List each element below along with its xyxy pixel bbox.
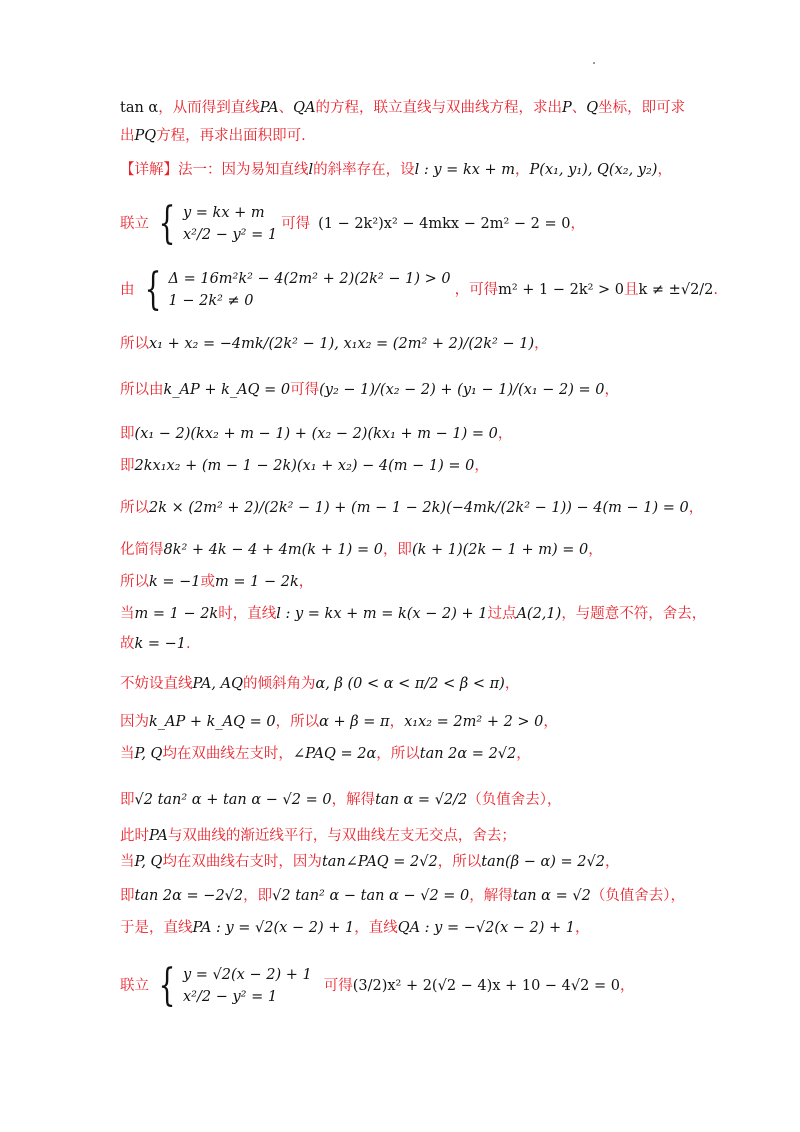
text: 当 <box>120 746 135 762</box>
math: 2kx₁x₂ + (m − 1 − 2k)(x₁ + x₂) − 4(m − 1) = 0 <box>134 458 475 474</box>
text: ， <box>497 426 513 442</box>
math: m = 1 − 2k <box>134 606 219 622</box>
math: l <box>308 162 314 178</box>
text: ，可得 <box>454 282 499 298</box>
text: ， <box>619 978 635 994</box>
text: 化简得 <box>120 542 164 558</box>
line-6 <box>120 334 760 354</box>
math: PA : y = √2(x − 2) + 1 <box>192 920 355 936</box>
line-1 <box>120 98 760 118</box>
text: 、 <box>571 100 587 116</box>
text: ， <box>543 714 558 730</box>
corner-dot <box>593 62 595 64</box>
text: 所以 <box>120 500 149 516</box>
text: ，即 <box>382 542 412 558</box>
text: ， <box>389 714 405 730</box>
system-row: y = √2(x − 2) + 1 <box>183 967 312 983</box>
math: PA, AQ <box>192 676 243 692</box>
text: 所以 <box>120 574 149 590</box>
text: 可得 <box>323 978 353 994</box>
math: Q <box>586 100 599 116</box>
text: 当 <box>120 606 135 622</box>
text: 所以 <box>120 336 149 352</box>
text: 【详解】法一：因为易知直线 <box>120 162 309 178</box>
text: 的斜率存在，设 <box>313 162 415 178</box>
math: α + β = π <box>319 714 390 730</box>
text: . <box>186 636 191 652</box>
line-14 <box>120 634 760 654</box>
math: k_AP + k_AQ = 0 <box>163 382 291 398</box>
text: ， <box>515 162 530 178</box>
math: (x₁ − 2)(kx₂ + m − 1) + (x₂ − 2)(kx₁ + m − 1) = 0 <box>134 426 498 442</box>
system-row: 1 − 2k² ≠ 0 <box>168 293 254 309</box>
line-11 <box>120 540 760 560</box>
math: l : y = kx + m = k(x − 2) + 1 <box>276 606 488 622</box>
text: ， <box>504 676 520 692</box>
math: (3/2)x² + 2(√2 − 4)x + 10 − 4√2 = 0 <box>352 978 620 994</box>
math: PA <box>259 100 279 116</box>
text: ， <box>604 382 619 398</box>
text: ， <box>298 574 314 590</box>
text: 均在双曲线左支时， <box>162 746 293 762</box>
text: ， <box>534 336 549 352</box>
text: 均在双曲线右支时，因为 <box>162 854 322 870</box>
math: PA <box>149 828 168 844</box>
line-4 <box>120 200 760 248</box>
text: ，所以 <box>275 714 320 730</box>
text: 此时 <box>120 828 149 844</box>
math: l : y = kx + m <box>414 162 516 178</box>
math: QA : y = −√2(x − 2) + 1 <box>397 920 576 936</box>
math: P(x₁, y₁), Q(x₂, y₂) <box>529 162 658 178</box>
line-19 <box>120 826 760 846</box>
text: 所以由 <box>120 382 164 398</box>
line-9 <box>120 456 760 476</box>
text: 不妨设直线 <box>120 676 193 692</box>
text: 即 <box>120 792 135 808</box>
system-row: x²/2 − y² = 1 <box>183 227 278 243</box>
math: tan 2α = 2√2 <box>419 746 517 762</box>
math: k_AP + k_AQ = 0 <box>149 714 276 730</box>
text: 或 <box>200 574 216 590</box>
line-13 <box>120 604 760 624</box>
math: tan(β − α) = 2√2 <box>481 854 605 870</box>
math: P, Q <box>134 746 163 762</box>
math: (1 − 2k²)x² − 4mkx − 2m² − 2 = 0 <box>318 216 571 232</box>
line-23 <box>120 958 760 1014</box>
math: tan∠PAQ = 2√2 <box>321 854 438 870</box>
text: ， <box>516 746 531 762</box>
line-5 <box>120 266 760 314</box>
text: ， <box>474 458 489 474</box>
text: 坐标，即可求 <box>598 100 686 116</box>
math: (y₂ − 1)/(x₂ − 2) + (y₁ − 1)/(x₁ − 2) = 0 <box>319 382 605 398</box>
math: PQ <box>134 128 157 144</box>
math: x₁ + x₂ = −4mk/(2k² − 1), x₁x₂ = (2m² + 2)/(2k² − 1) <box>149 336 535 352</box>
math: A(2,1) <box>516 606 562 622</box>
line-10 <box>120 498 760 518</box>
text: ，解得 <box>469 888 513 904</box>
system-row: Δ = 16m²k² − 4(2m² + 2)(2k² − 1) > 0 <box>168 271 451 287</box>
text: 方程，再求出面积即可. <box>156 128 306 144</box>
text: 与双曲线的渐近线平行，与双曲线左支无交点，舍去； <box>167 828 516 844</box>
text: ，与题意不符，舍去， <box>561 606 707 622</box>
text: 的方程，联立直线与双曲线方程，求出 <box>315 100 562 116</box>
text: 出 <box>120 128 135 144</box>
text: 、 <box>278 100 294 116</box>
math: 2k × (2m² + 2)/(2k² − 1) + (m − 1 − 2k)(−4mk/(2k² − 1)) − 4(m − 1) = 0 <box>149 500 689 516</box>
equation-system <box>153 198 278 249</box>
text: ，所以 <box>437 854 482 870</box>
math: α, β (0 < α < π/2 < β < π) <box>315 676 505 692</box>
line-20 <box>120 852 760 872</box>
system-row: y = kx + m <box>183 205 265 221</box>
text: （负值舍去）， <box>467 792 562 808</box>
math: tan 2α = −2√2 <box>134 888 244 904</box>
text: 当 <box>120 854 135 870</box>
system-row: x²/2 − y² = 1 <box>183 989 278 1005</box>
text: 的倾斜角为 <box>242 676 316 692</box>
text: 联立 <box>120 978 149 994</box>
line-2 <box>120 126 760 146</box>
text: ，即 <box>243 888 273 904</box>
text: 由 <box>120 282 135 298</box>
line-18 <box>120 790 760 810</box>
text: 且 <box>624 282 639 298</box>
math: QA <box>293 100 316 116</box>
math: tan α = √2/2 <box>375 792 468 808</box>
math: x₁x₂ = 2m² + 2 > 0 <box>404 714 544 730</box>
math: 8k² + 4k − 4 + 4m(k + 1) = 0 <box>163 542 383 558</box>
math: P <box>561 100 572 116</box>
text: ， <box>688 500 704 516</box>
math: k ≠ ±√2/2 <box>638 282 714 298</box>
text: 可得 <box>281 216 311 232</box>
text: ， <box>657 162 672 178</box>
line-22 <box>120 918 760 938</box>
line-15 <box>120 674 760 694</box>
line-3 <box>120 160 760 180</box>
text: 因为 <box>120 714 149 730</box>
text: ，从而得到直线 <box>158 100 260 116</box>
text: 可得 <box>290 382 320 398</box>
text: 故 <box>120 636 135 652</box>
text: ， <box>570 216 585 232</box>
text: 即 <box>120 888 135 904</box>
text: 过点 <box>487 606 517 622</box>
equation-system <box>139 264 451 315</box>
brace: { <box>144 264 161 315</box>
equation-system <box>153 960 312 1011</box>
text: ，所以 <box>376 746 420 762</box>
math: √2 tan² α − tan α − √2 = 0 <box>272 888 470 904</box>
line-21 <box>120 886 760 906</box>
math: tan α <box>120 100 159 116</box>
math: √2 tan² α + tan α − √2 = 0 <box>134 792 332 808</box>
text: ，解得 <box>331 792 376 808</box>
text: ， <box>588 542 603 558</box>
line-12 <box>120 572 760 592</box>
text: 时，直线 <box>218 606 277 622</box>
brace: { <box>158 198 176 249</box>
text: . <box>713 282 719 298</box>
math: m = 1 − 2k <box>215 574 299 590</box>
math: ∠PAQ = 2α <box>292 746 377 762</box>
math: tan α = √2 <box>512 888 591 904</box>
math: m² + 1 − 2k² > 0 <box>498 282 625 298</box>
text: 即 <box>120 426 135 442</box>
math: P, Q <box>134 854 163 870</box>
text: （负值舍去）， <box>590 888 686 904</box>
math: k = −1 <box>149 574 201 590</box>
text: ， <box>604 854 620 870</box>
math: k = −1 <box>134 636 187 652</box>
text: 联立 <box>120 216 149 232</box>
line-17 <box>120 744 760 764</box>
line-8 <box>120 424 760 444</box>
line-16 <box>120 712 760 732</box>
text: 于是，直线 <box>120 920 193 936</box>
math: (k + 1)(2k − 1 + m) = 0 <box>411 542 589 558</box>
text: ，直线 <box>354 920 398 936</box>
text: ， <box>575 920 590 936</box>
text: 即 <box>120 458 135 474</box>
line-7 <box>120 380 760 400</box>
brace: { <box>158 960 176 1011</box>
